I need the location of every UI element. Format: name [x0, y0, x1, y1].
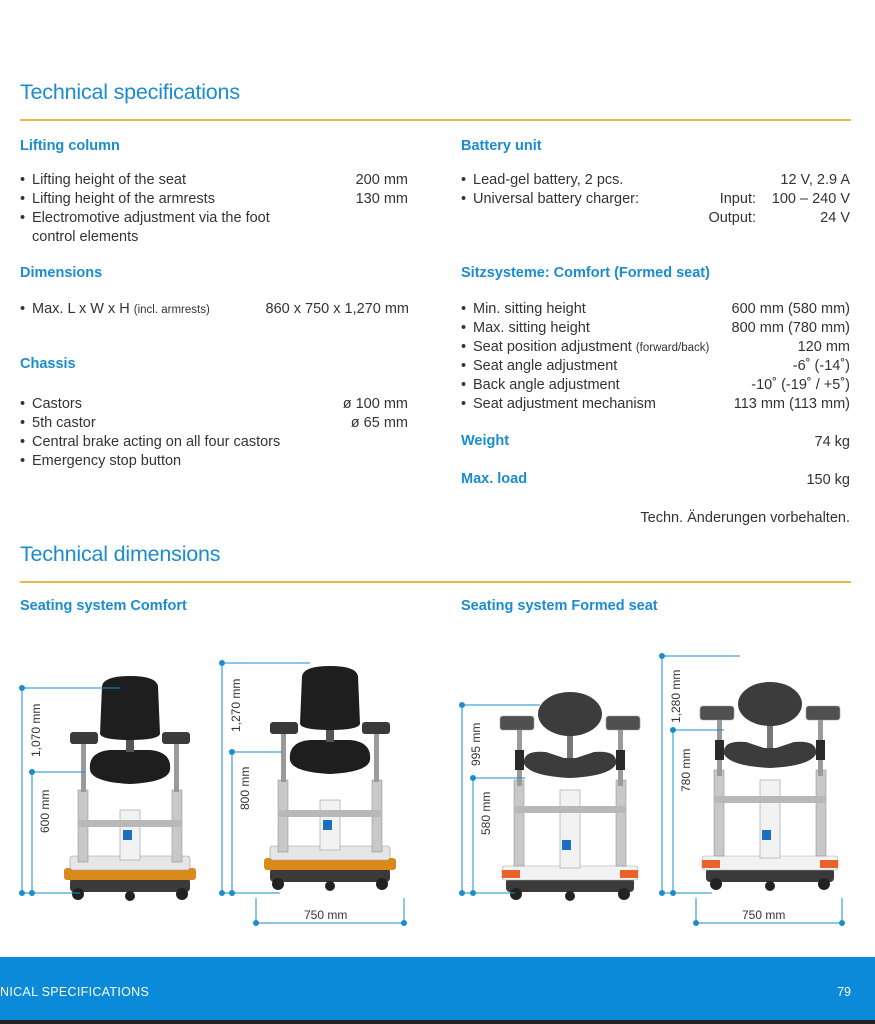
- sitz-item-label: Max. sitting height: [473, 320, 590, 336]
- page-number: 79: [837, 985, 851, 999]
- bullet: •: [461, 320, 467, 336]
- battery-item-label: Lead-gel battery, 2 pcs.: [473, 172, 624, 188]
- comfort-right-total-label: 1,270 mm: [229, 678, 243, 732]
- battery-input-label: Input:: [719, 191, 756, 207]
- footer-section-label: NICAL SPECIFICATIONS: [0, 985, 150, 999]
- dimensions-title: Dimensions: [20, 265, 103, 281]
- battery-title: Battery unit: [461, 138, 542, 154]
- battery-item-value: 12 V, 2.9 A: [780, 172, 850, 188]
- comfort-left-total-label: 1,070 mm: [29, 703, 43, 757]
- chair-comfort-low: [64, 676, 196, 901]
- lifting-title: Lifting column: [20, 138, 120, 154]
- chair-formed-low: [500, 692, 640, 901]
- sitz-title: Sitzsysteme: Comfort (Formed seat): [461, 265, 710, 281]
- bullet: •: [461, 358, 467, 374]
- lifting-item-label: Electromotive adjustment via the foot: [32, 210, 270, 226]
- section-title-dimensions: Technical dimensions: [20, 542, 221, 566]
- lifting-item-label: Lifting height of the armrests: [32, 191, 215, 207]
- bullet: •: [461, 396, 467, 412]
- bullet: •: [461, 339, 467, 355]
- dimensions-label-text: Max. L x W x H: [32, 301, 130, 317]
- bullet: •: [461, 377, 467, 393]
- formed-right-total-label: 1,280 mm: [669, 669, 683, 723]
- lifting-item-value: 200 mm: [355, 172, 408, 188]
- sitz-item-label-text: Seat position adjustment: [473, 339, 632, 355]
- formed-right-seat-label: 780 mm: [679, 748, 693, 792]
- comfort-right-seat-label: 800 mm: [238, 766, 252, 810]
- sitz-item-value: 113 mm (113 mm): [733, 396, 850, 412]
- bullet: •: [461, 191, 467, 207]
- maxload-value: 150 kg: [806, 472, 850, 488]
- dimensions-value: 860 x 750 x 1,270 mm: [265, 301, 409, 317]
- chassis-title: Chassis: [20, 356, 76, 372]
- lifting-item-label-cont: control elements: [32, 229, 139, 245]
- comfort-left-seat-label: 600 mm: [38, 789, 52, 833]
- bullet: •: [20, 210, 26, 226]
- bullet: •: [20, 415, 26, 431]
- chair-formed-high: [700, 682, 840, 891]
- bullet: •: [20, 301, 26, 317]
- chassis-item-label: Castors: [32, 396, 82, 412]
- disclaimer: Techn. Änderungen vorbehalten.: [640, 510, 850, 526]
- formed-left-total-label: 995 mm: [469, 722, 483, 766]
- sitz-item-label-note: (forward/back): [635, 342, 710, 354]
- sitz-item-value: -6˚ (-14˚): [792, 358, 850, 374]
- bullet: •: [20, 172, 26, 188]
- sitz-item-label: Seat angle adjustment: [473, 358, 618, 374]
- footer-bottom-strip: [0, 1020, 875, 1024]
- weight-value: 74 kg: [814, 434, 850, 450]
- chassis-item-label: Central brake acting on all four castors: [32, 434, 281, 450]
- bullet: •: [20, 434, 26, 450]
- sitz-item-value: -10˚ (-19˚ / +5˚): [751, 377, 850, 393]
- lifting-item-value: 130 mm: [355, 191, 408, 207]
- sitz-item-label: Back angle adjustment: [473, 377, 620, 393]
- battery-item-label: Universal battery charger:: [473, 191, 640, 207]
- sitz-item-label: Seat adjustment mechanism: [473, 396, 656, 412]
- bullet: •: [20, 191, 26, 207]
- battery-output-value: 24 V: [820, 210, 850, 226]
- maxload-title: Max. load: [461, 471, 528, 487]
- battery-input-value: 100 – 240 V: [771, 191, 850, 207]
- chair-comfort-high: [264, 666, 396, 891]
- section-title-specs: Technical specifications: [20, 80, 240, 104]
- lifting-item-label: Lifting height of the seat: [32, 172, 186, 188]
- comfort-title: Seating system Comfort: [20, 598, 187, 614]
- bullet: •: [461, 301, 467, 317]
- chassis-item-label: 5th castor: [32, 415, 96, 431]
- chassis-item-value: ø 100 mm: [342, 396, 408, 412]
- chassis-item-label: Emergency stop button: [32, 453, 182, 469]
- chassis-item-value: ø 65 mm: [350, 415, 408, 431]
- formed-width-label: 750 mm: [742, 908, 786, 922]
- bullet: •: [20, 453, 26, 469]
- sitz-item-value: 800 mm (780 mm): [731, 320, 850, 336]
- formed-left-seat-label: 580 mm: [479, 791, 493, 835]
- sitz-item-value: 600 mm (580 mm): [731, 301, 850, 317]
- sitz-item-value: 120 mm: [797, 339, 850, 355]
- sitz-item-label: Min. sitting height: [473, 301, 586, 317]
- weight-title: Weight: [461, 433, 510, 449]
- bullet: •: [20, 396, 26, 412]
- dimensions-label-note: (incl. armrests): [133, 304, 210, 316]
- bullet: •: [461, 172, 467, 188]
- formed-title: Seating system Formed seat: [461, 598, 658, 614]
- comfort-width-label: 750 mm: [304, 908, 348, 922]
- battery-output-label: Output:: [708, 210, 756, 226]
